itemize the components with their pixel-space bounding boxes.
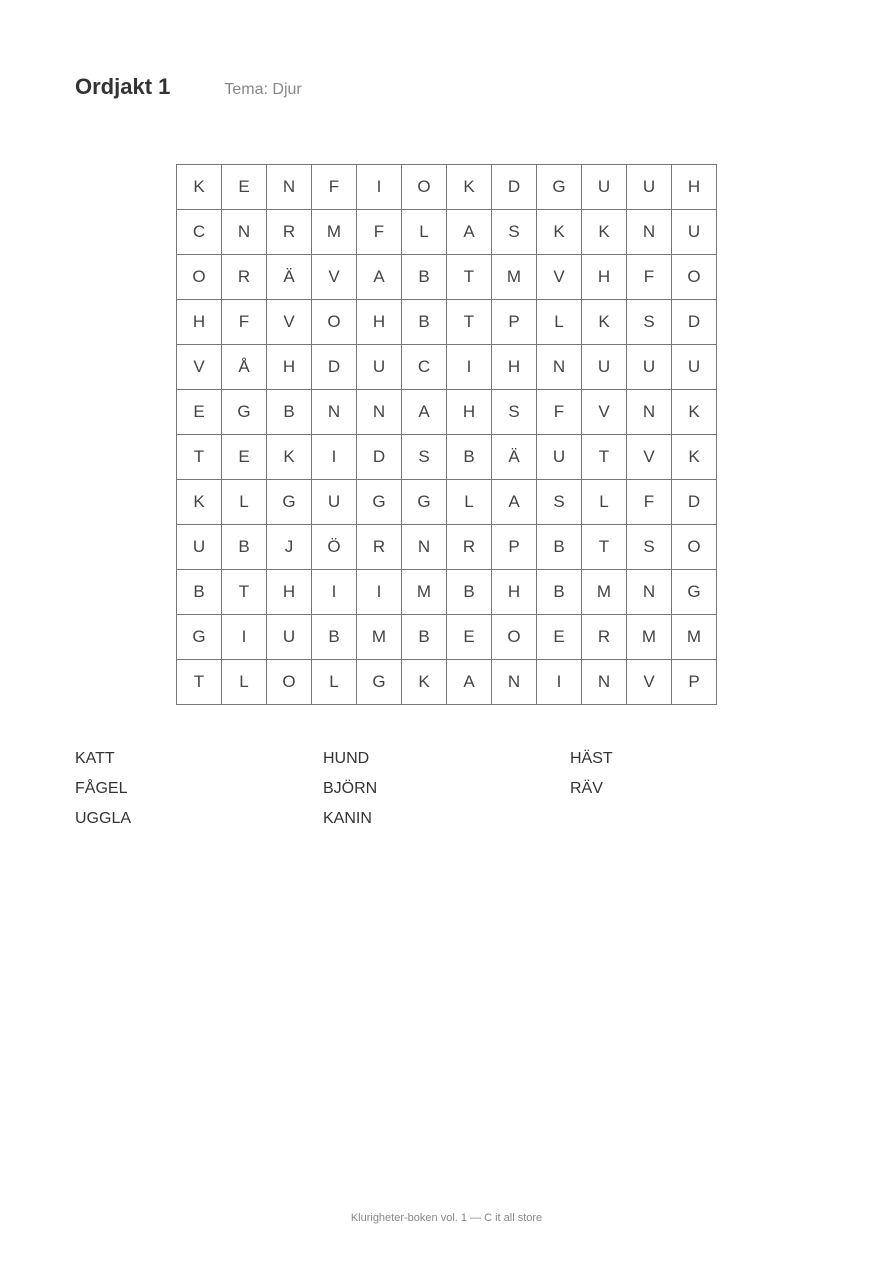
grid-cell: O xyxy=(492,615,537,660)
grid-cell: N xyxy=(492,660,537,705)
grid-cell: E xyxy=(447,615,492,660)
grid-cell: U xyxy=(582,345,627,390)
grid-cell: T xyxy=(582,525,627,570)
grid-cell: H xyxy=(177,300,222,345)
word-list-item: HÄST xyxy=(570,750,613,767)
word-list xyxy=(75,748,835,830)
word-list-item: UGGLA xyxy=(75,810,132,827)
grid-cell: A xyxy=(402,390,447,435)
grid-cell: D xyxy=(672,480,717,525)
grid-cell: B xyxy=(447,570,492,615)
grid-cell: U xyxy=(672,210,717,255)
grid-cell: S xyxy=(627,300,672,345)
grid-cell: B xyxy=(537,525,582,570)
grid-cell: L xyxy=(222,480,267,525)
grid-cell: H xyxy=(447,390,492,435)
grid-cell: H xyxy=(672,165,717,210)
grid-cell: L xyxy=(312,660,357,705)
grid-row xyxy=(177,660,717,705)
grid-cell: S xyxy=(627,525,672,570)
grid-cell: G xyxy=(537,165,582,210)
grid-cell: I xyxy=(537,660,582,705)
grid-cell: B xyxy=(447,435,492,480)
grid-cell: R xyxy=(582,615,627,660)
grid-cell: A xyxy=(492,480,537,525)
grid-cell: Ä xyxy=(492,435,537,480)
grid-cell: D xyxy=(492,165,537,210)
grid-cell: T xyxy=(177,435,222,480)
grid-cell: C xyxy=(402,345,447,390)
grid-cell: H xyxy=(492,345,537,390)
grid-cell: G xyxy=(357,480,402,525)
grid-cell: V xyxy=(267,300,312,345)
grid-cell: N xyxy=(537,345,582,390)
grid-cell: L xyxy=(582,480,627,525)
grid-cell: R xyxy=(222,255,267,300)
grid-cell: O xyxy=(267,660,312,705)
grid-cell: F xyxy=(627,480,672,525)
word-search-grid xyxy=(176,164,717,705)
grid-row xyxy=(177,480,717,525)
grid-cell: H xyxy=(582,255,627,300)
word-list-item: BJÖRN xyxy=(323,780,378,797)
grid-cell: P xyxy=(672,660,717,705)
grid-cell: O xyxy=(402,165,447,210)
grid-cell: N xyxy=(582,660,627,705)
grid-cell: B xyxy=(537,570,582,615)
grid-cell: L xyxy=(537,300,582,345)
grid-cell: C xyxy=(177,210,222,255)
grid-cell: B xyxy=(312,615,357,660)
grid-row xyxy=(177,615,717,660)
word-list-item: KANIN xyxy=(323,810,372,827)
grid-cell: O xyxy=(672,255,717,300)
grid-cell: Ä xyxy=(267,255,312,300)
grid-cell: T xyxy=(222,570,267,615)
grid-cell: F xyxy=(312,165,357,210)
grid-cell: U xyxy=(672,345,717,390)
grid-cell: K xyxy=(537,210,582,255)
grid-cell: O xyxy=(177,255,222,300)
grid-cell: T xyxy=(177,660,222,705)
grid-row xyxy=(177,570,717,615)
grid-cell: G xyxy=(357,660,402,705)
grid-cell: K xyxy=(672,390,717,435)
grid-cell: N xyxy=(627,210,672,255)
grid-cell: L xyxy=(402,210,447,255)
grid-cell: L xyxy=(447,480,492,525)
grid-cell: U xyxy=(312,480,357,525)
grid-body xyxy=(177,165,717,705)
grid-cell: I xyxy=(357,570,402,615)
grid-cell: S xyxy=(492,210,537,255)
grid-row xyxy=(177,525,717,570)
grid-cell: A xyxy=(447,660,492,705)
grid-cell: V xyxy=(312,255,357,300)
grid-cell: T xyxy=(582,435,627,480)
grid-cell: G xyxy=(267,480,312,525)
grid-cell: B xyxy=(267,390,312,435)
grid-cell: S xyxy=(402,435,447,480)
grid-cell: H xyxy=(357,300,402,345)
grid-cell: K xyxy=(672,435,717,480)
grid-row xyxy=(177,255,717,300)
grid-cell: K xyxy=(582,210,627,255)
grid-cell: R xyxy=(357,525,402,570)
grid-row xyxy=(177,345,717,390)
grid-cell: K xyxy=(402,660,447,705)
grid-cell: F xyxy=(222,300,267,345)
grid-cell: M xyxy=(357,615,402,660)
grid-cell: D xyxy=(357,435,402,480)
grid-cell: K xyxy=(582,300,627,345)
grid-cell: H xyxy=(267,345,312,390)
word-list-item: FÅGEL xyxy=(75,780,128,797)
grid-cell: U xyxy=(357,345,402,390)
grid-cell: O xyxy=(312,300,357,345)
grid-cell: N xyxy=(312,390,357,435)
grid-row xyxy=(177,300,717,345)
grid-cell: H xyxy=(492,570,537,615)
grid-cell: T xyxy=(447,255,492,300)
word-list-item: KATT xyxy=(75,750,115,767)
grid-cell: D xyxy=(312,345,357,390)
grid-cell: M xyxy=(492,255,537,300)
grid-cell: G xyxy=(402,480,447,525)
grid-cell: I xyxy=(447,345,492,390)
grid-cell: N xyxy=(267,165,312,210)
grid-cell: S xyxy=(537,480,582,525)
grid-cell: U xyxy=(537,435,582,480)
grid-cell: U xyxy=(627,345,672,390)
grid-cell: R xyxy=(447,525,492,570)
grid-cell: N xyxy=(357,390,402,435)
grid-cell: G xyxy=(672,570,717,615)
theme-label: Tema: Djur xyxy=(224,81,302,98)
grid-cell: B xyxy=(402,300,447,345)
grid-cell: Ö xyxy=(312,525,357,570)
grid-row xyxy=(177,435,717,480)
grid-cell: U xyxy=(582,165,627,210)
grid-cell: I xyxy=(357,165,402,210)
grid-cell: K xyxy=(177,165,222,210)
grid-cell: P xyxy=(492,300,537,345)
grid-cell: G xyxy=(177,615,222,660)
grid-cell: M xyxy=(627,615,672,660)
grid-cell: B xyxy=(402,255,447,300)
grid-cell: R xyxy=(267,210,312,255)
grid-row xyxy=(177,390,717,435)
grid-cell: N xyxy=(402,525,447,570)
grid-cell: F xyxy=(537,390,582,435)
grid-cell: A xyxy=(447,210,492,255)
grid-cell: I xyxy=(312,570,357,615)
grid-cell: A xyxy=(357,255,402,300)
grid-cell: F xyxy=(357,210,402,255)
grid-cell: O xyxy=(672,525,717,570)
grid-cell: P xyxy=(492,525,537,570)
grid-cell: K xyxy=(447,165,492,210)
grid-cell: K xyxy=(177,480,222,525)
page-title: Ordjakt 1 xyxy=(75,74,171,99)
grid-cell: U xyxy=(627,165,672,210)
word-list-item: HUND xyxy=(323,750,370,767)
grid-cell: N xyxy=(627,390,672,435)
grid-cell: U xyxy=(267,615,312,660)
grid-cell: H xyxy=(267,570,312,615)
grid-cell: M xyxy=(582,570,627,615)
grid-cell: G xyxy=(222,390,267,435)
footer-credit: Klurigheter-boken vol. 1 — C it all store xyxy=(350,1212,543,1224)
grid-cell: S xyxy=(492,390,537,435)
grid-cell: E xyxy=(222,165,267,210)
grid-cell: J xyxy=(267,525,312,570)
grid-cell: V xyxy=(627,435,672,480)
grid-cell: I xyxy=(312,435,357,480)
grid-row xyxy=(177,210,717,255)
grid-cell: T xyxy=(447,300,492,345)
grid-cell: B xyxy=(222,525,267,570)
grid-cell: V xyxy=(177,345,222,390)
grid-cell: E xyxy=(177,390,222,435)
grid-cell: V xyxy=(627,660,672,705)
grid-cell: D xyxy=(672,300,717,345)
grid-cell: L xyxy=(222,660,267,705)
grid-cell: M xyxy=(402,570,447,615)
grid-row xyxy=(177,165,717,210)
grid-cell: M xyxy=(312,210,357,255)
grid-cell: N xyxy=(222,210,267,255)
grid-cell: E xyxy=(537,615,582,660)
grid-cell: Å xyxy=(222,345,267,390)
grid-cell: M xyxy=(672,615,717,660)
grid-cell: B xyxy=(402,615,447,660)
word-list-item: RÄV xyxy=(570,780,603,797)
grid-cell: U xyxy=(177,525,222,570)
grid-cell: N xyxy=(627,570,672,615)
page-header xyxy=(75,74,302,100)
grid-cell: F xyxy=(627,255,672,300)
grid-cell: V xyxy=(537,255,582,300)
grid-cell: B xyxy=(177,570,222,615)
grid-cell: K xyxy=(267,435,312,480)
grid-cell: I xyxy=(222,615,267,660)
grid-cell: V xyxy=(582,390,627,435)
grid-cell: E xyxy=(222,435,267,480)
